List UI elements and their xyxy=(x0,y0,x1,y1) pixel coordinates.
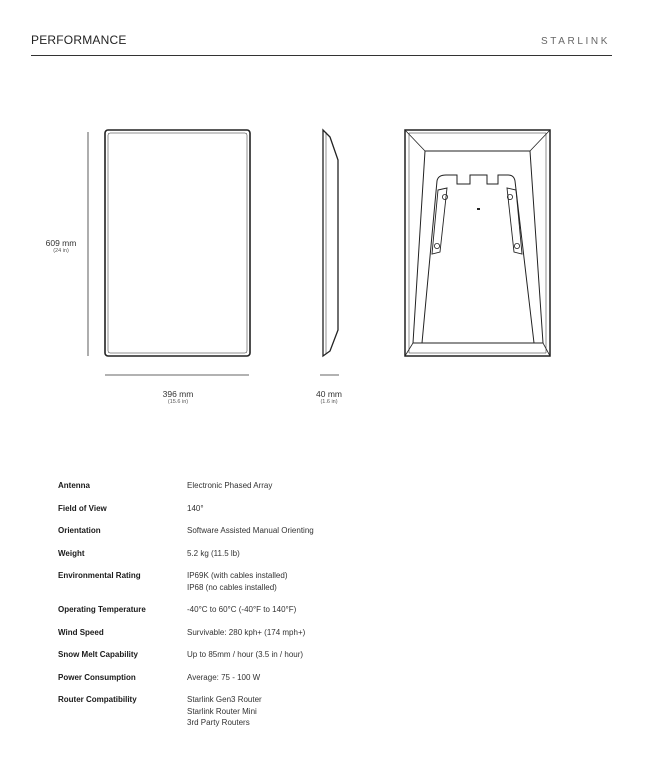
width-mm: 396 mm xyxy=(162,389,194,399)
spec-value: 140° xyxy=(187,503,204,513)
spec-values xyxy=(187,627,305,639)
spec-row xyxy=(58,525,598,537)
spec-table xyxy=(58,480,598,740)
spec-value: 5.2 kg (11.5 lb) xyxy=(187,548,240,558)
spec-row xyxy=(58,604,598,616)
depth-mm: 40 mm xyxy=(316,389,342,399)
page-title: PERFORMANCE xyxy=(31,33,127,47)
height-in: (24 in) xyxy=(53,248,69,254)
spec-values xyxy=(187,480,272,492)
spec-label: Environmental Rating xyxy=(58,571,141,580)
width-in: (15.6 in) xyxy=(167,399,189,405)
spec-values xyxy=(187,604,296,616)
depth-in: (1.6 in) xyxy=(320,399,338,405)
spec-values xyxy=(187,694,262,729)
spec-label: Orientation xyxy=(58,526,101,535)
spec-values xyxy=(187,649,303,661)
spec-values xyxy=(187,525,314,537)
spec-value: -40°C to 60°C (-40°F to 140°F) xyxy=(187,605,297,614)
spec-label: Power Consumption xyxy=(58,672,136,682)
spec-value: Electronic Phased Array xyxy=(187,481,273,490)
spec-row xyxy=(58,627,598,639)
spec-label: Field of View xyxy=(58,503,107,513)
spec-values xyxy=(187,503,204,515)
spec-row xyxy=(58,503,598,515)
spec-label: Weight xyxy=(58,548,85,558)
spec-row xyxy=(58,649,598,661)
spec-label: Antenna xyxy=(58,481,90,490)
spec-row xyxy=(58,672,598,684)
spec-label: Wind Speed xyxy=(58,627,104,637)
spec-value: Survivable: 280 kph+ (174 mph+) xyxy=(187,627,306,637)
spec-value: Average: 75 - 100 W xyxy=(187,672,261,682)
spec-row xyxy=(58,480,598,492)
spec-value: Software Assisted Manual Orienting xyxy=(187,526,314,535)
spec-value: Up to 85mm / hour (3.5 in / hour) xyxy=(187,650,304,659)
spec-values xyxy=(187,672,260,684)
spec-value: IP69K (with cables installed) xyxy=(187,571,288,580)
spec-value: IP68 (no cables installed) xyxy=(187,582,277,592)
height-mm: 609 mm xyxy=(45,238,77,248)
spec-label: Operating Temperature xyxy=(58,605,146,614)
spec-row xyxy=(58,694,598,729)
spec-value: Starlink Router Mini xyxy=(187,706,257,716)
spec-value: 3rd Party Routers xyxy=(187,718,250,727)
side-view xyxy=(323,130,338,356)
front-view xyxy=(105,130,250,356)
depth-dimension-label xyxy=(306,389,352,406)
spec-value: Starlink Gen3 Router xyxy=(187,695,262,704)
spec-row xyxy=(58,570,598,593)
width-dimension-label xyxy=(152,389,204,406)
brand-logo: STARLINK xyxy=(541,36,610,47)
spec-label: Snow Melt Capability xyxy=(58,650,139,659)
spec-values xyxy=(187,570,288,593)
spec-row xyxy=(58,548,598,560)
height-dimension-label xyxy=(40,238,82,255)
spec-values xyxy=(187,548,240,560)
spec-label: Router Compatibility xyxy=(58,695,137,704)
back-view xyxy=(405,130,550,356)
